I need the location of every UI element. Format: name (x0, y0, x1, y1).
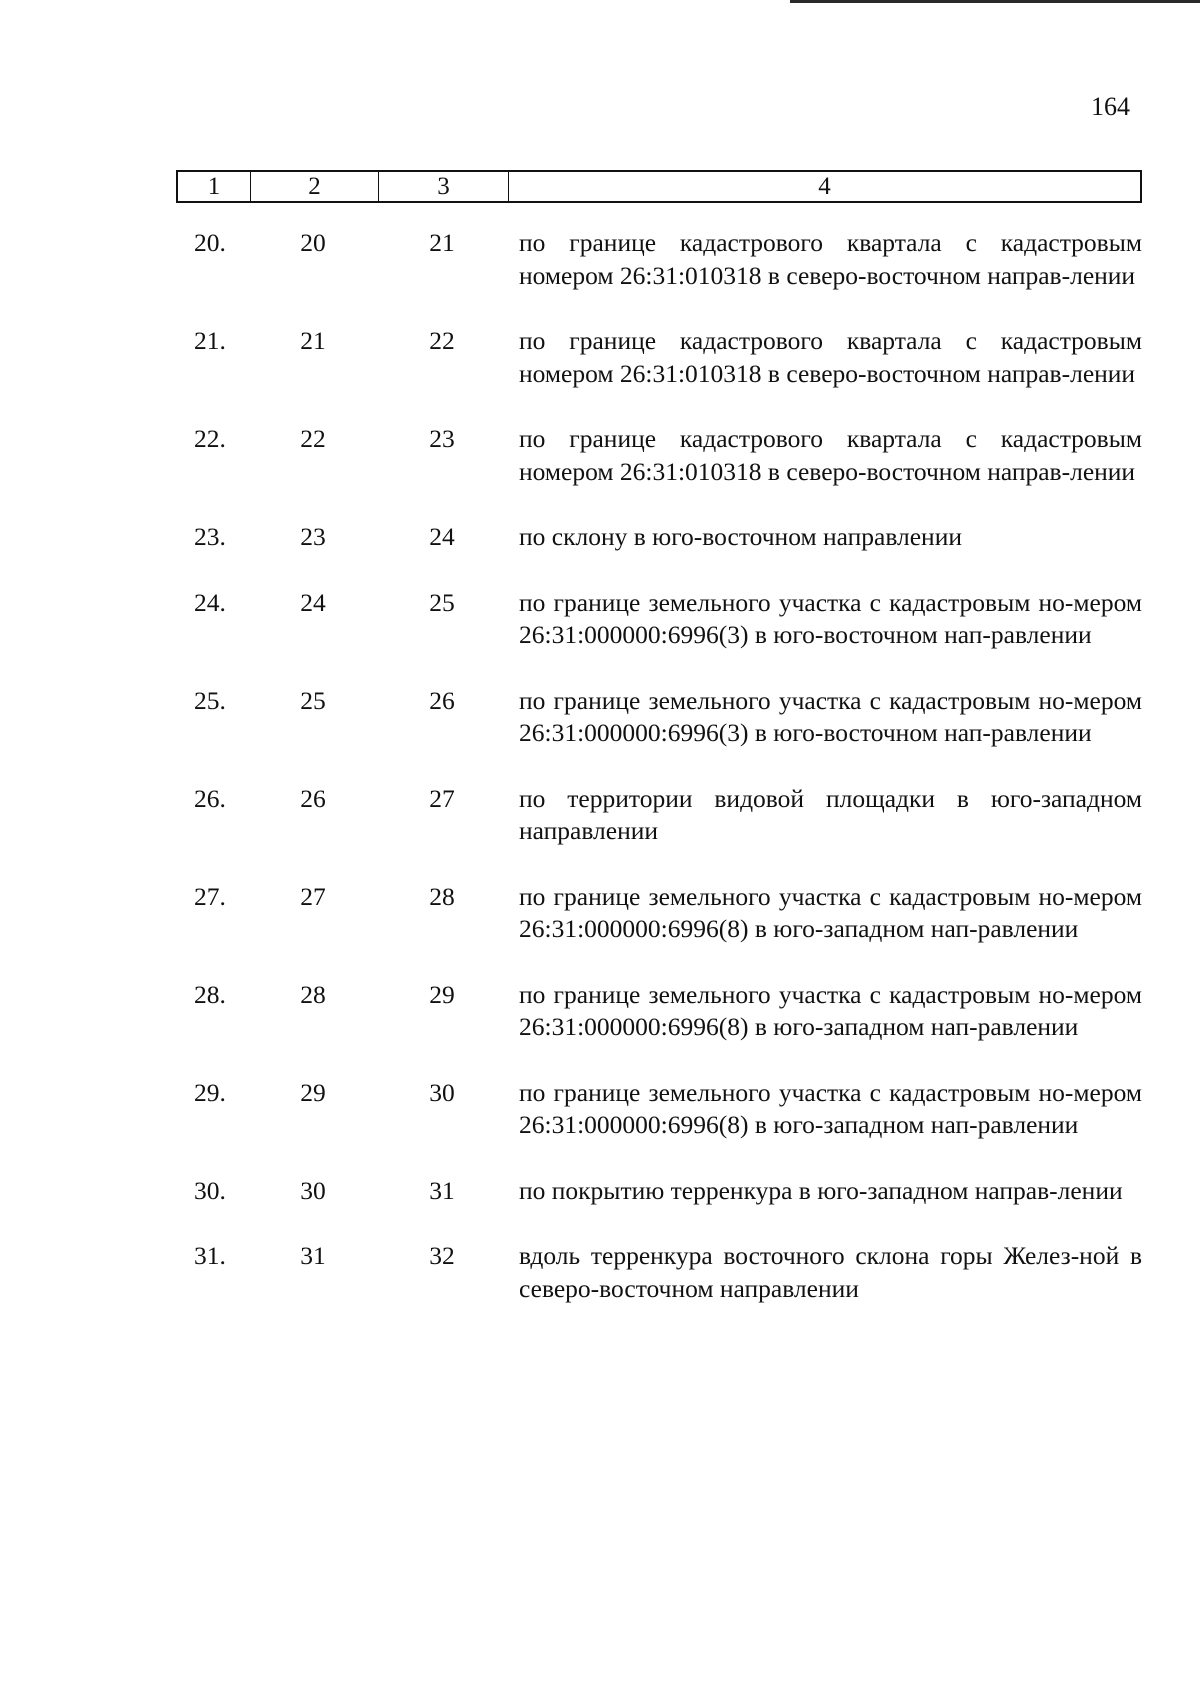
to-point: 24 (429, 522, 455, 551)
from-point: 25 (300, 685, 326, 715)
to-point: 26 (429, 685, 455, 715)
from-point: 20 (300, 228, 326, 257)
boundary-description: по границе земельного участка с кадастровым но-мером 26:31:000000:6996(3) в юго-восточном нап-равлении (519, 685, 1142, 747)
boundary-description: по границе земельного участка с кадастровым но-мером 26:31:000000:6996(8) в юго-западном нап-равлении (519, 979, 1142, 1041)
to-point: 23 (429, 424, 455, 453)
row-number: 28. (194, 979, 226, 1009)
boundary-description: по границе земельного участка с кадастровым но-мером 26:31:000000:6996(3) в юго-восточном нап-равлении (519, 587, 1142, 649)
table-row (176, 1077, 1142, 1142)
top-rule (790, 0, 1200, 3)
table-row (176, 979, 1142, 1044)
from-point: 22 (300, 424, 326, 453)
table-row (176, 521, 1142, 554)
row-number: 29. (194, 1077, 226, 1107)
header-col-4: 4 (818, 173, 831, 200)
header-col-1: 1 (178, 172, 251, 201)
boundary-description: по границе кадастрового квартала с кадастровым номером 26:31:010318 в северо-восточном направ-лении (519, 326, 1142, 388)
boundary-description: по покрытию терренкура в юго-западном направ-лении (519, 1175, 1123, 1205)
from-point: 28 (300, 979, 326, 1009)
row-number: 23. (194, 522, 226, 551)
from-point: 26 (300, 783, 326, 813)
table-row (176, 325, 1142, 390)
row-number: 22. (194, 424, 226, 453)
to-point: 28 (429, 881, 455, 911)
header-col-3: 3 (379, 172, 509, 201)
header-col-2: 2 (251, 172, 379, 201)
row-number: 24. (194, 587, 226, 617)
table-row (176, 423, 1142, 488)
boundary-description: по границе земельного участка с кадастровым но-мером 26:31:000000:6996(8) в юго-западном нап-равлении (519, 881, 1142, 943)
to-point: 30 (429, 1077, 455, 1107)
row-number: 21. (194, 326, 226, 355)
table-row (176, 685, 1142, 750)
table-row (176, 587, 1142, 652)
row-number: 20. (194, 228, 226, 257)
to-point: 29 (429, 979, 455, 1009)
row-number: 27. (194, 881, 226, 911)
to-point: 32 (429, 1241, 455, 1270)
row-number: 26. (194, 783, 226, 813)
table-row (176, 1175, 1142, 1208)
from-point: 29 (300, 1077, 326, 1107)
row-number: 30. (194, 1175, 226, 1205)
table-header (176, 170, 1142, 203)
row-number: 31. (194, 1241, 226, 1270)
table-body (176, 227, 1142, 1338)
from-point: 21 (300, 326, 326, 355)
boundary-description: вдоль терренкура восточного склона горы Желез-ной в северо-восточном направлении (519, 1241, 1142, 1303)
table-row (176, 783, 1142, 848)
to-point: 25 (429, 587, 455, 617)
boundary-description: по границе земельного участка с кадастровым но-мером 26:31:000000:6996(8) в юго-западном нап-равлении (519, 1077, 1142, 1139)
from-point: 23 (300, 522, 326, 551)
from-point: 27 (300, 881, 326, 911)
table-row (176, 1240, 1142, 1305)
table-row (176, 227, 1142, 292)
from-point: 24 (300, 587, 326, 617)
boundary-description: по склону в юго-восточном направлении (519, 522, 963, 551)
page-number: 164 (1091, 92, 1130, 121)
boundary-description: по границе кадастрового квартала с кадастровым номером 26:31:010318 в северо-восточном направ-лении (519, 228, 1142, 290)
to-point: 22 (429, 326, 455, 355)
to-point: 21 (429, 228, 455, 257)
to-point: 31 (429, 1175, 455, 1205)
from-point: 30 (300, 1175, 326, 1205)
from-point: 31 (300, 1241, 326, 1270)
boundary-description: по территории видовой площадки в юго-западном направлении (519, 783, 1142, 845)
table-row (176, 881, 1142, 946)
to-point: 27 (429, 783, 455, 813)
boundary-description: по границе кадастрового квартала с кадастровым номером 26:31:010318 в северо-восточном направ-лении (519, 424, 1142, 486)
row-number: 25. (194, 685, 226, 715)
